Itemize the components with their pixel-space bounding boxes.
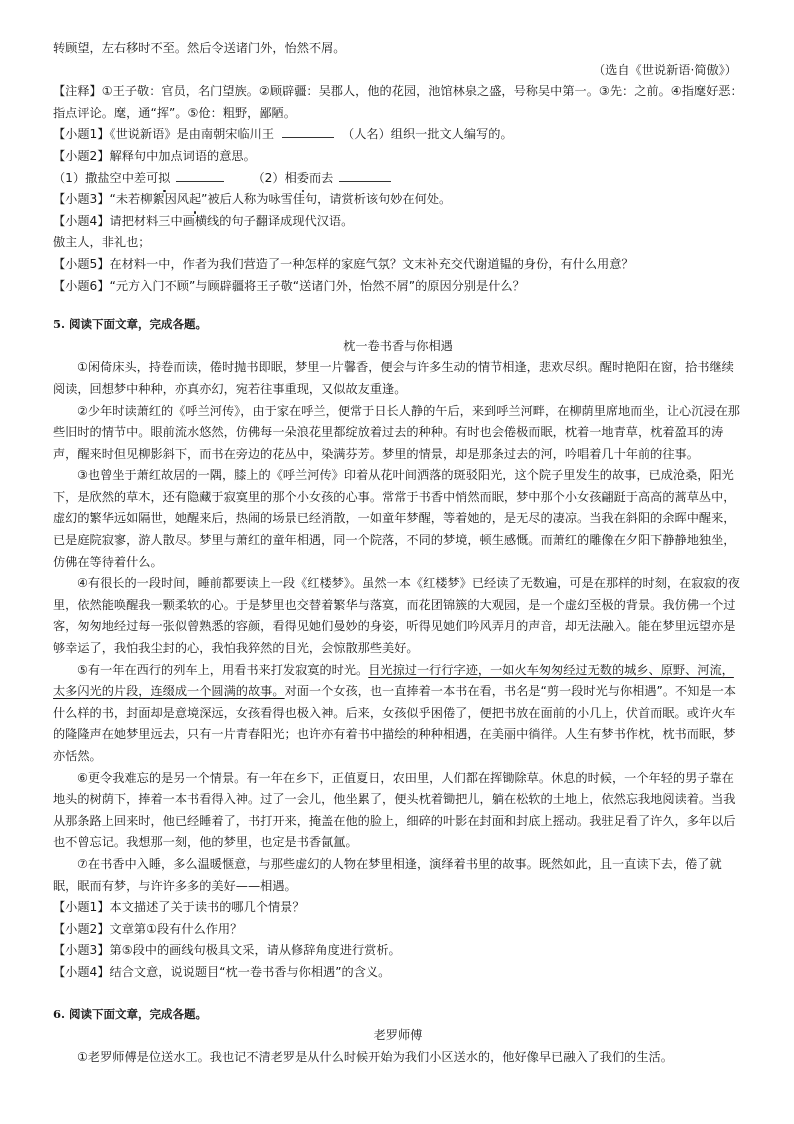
question-3 [53,189,743,211]
question-6: 【小题6】“元方入门不顾”与顾辟疆将王子敬“送诸门外，怡然不屑”的原因分别是什么？ [53,278,525,293]
underlined-sentence: 目光掠过一行行字迹，一如火车匆匆经过无数的城乡、原野、河流，太多闪光的片段，连缀成一个圆满的故事。 [53,662,734,699]
paragraph-5 [53,660,743,768]
section-heading: 5. 阅读下面文章，完成各题。 [53,317,208,332]
question-1 [53,124,743,146]
question-3-suffix: ”被后人称为咏雪佳句，请赏析该句妙在何处。 [201,192,452,207]
question-1-text: 【小题1】《世说新语》是由南朝宋临川王 [53,127,275,142]
article-title: 枕一卷书香与你相遇 [343,338,453,353]
dotted-word: 拟 [158,168,170,190]
question-5: 【小题5】在材料一中，作者为我们营造了一种怎样的家庭气氛？文末补充交代谢道韫的身份，有什么用意？ [53,256,634,271]
annotation-line-2: 指点评论。麾，通“挥”。⑤伧：粗野，鄙陋。 [53,105,296,120]
answer-blank[interactable] [282,124,334,138]
reading-section-5 [53,314,743,983]
question-1-suffix: （人名）组织一批文人编写的。 [342,127,513,142]
paragraph-1: ①老罗师傅是位送水工。我也记不清老罗是从什么时候开始为我们小区送水的，他好像早已融入了我们的生活。 [77,1049,673,1064]
reading-section-6 [53,1004,743,1069]
paragraph-5-rest: 对面一个女孩，也一直捧着一本书在看，书名是“剪一段时光与你相遇”。不知是一本什么样的书，封面却是意境深远，女孩看得也极入神。后来，女孩似乎困倦了，便把书放在面前的小几上，伏首而眠。或许火车的隆隆声在她梦里远去，只有一片青春阳光；也许亦有着书中描绘的种种相遇，在美丽中徜徉。人生有梦书作枕，枕书而眠，梦亦恬然。 [53,684,736,763]
question-4-sentence: 傲主人，非礼也； [53,235,151,250]
passage-line: 转顾望，左右移时不至。然后令送诸门外，怡然不屑。 [53,41,346,55]
section-heading: 6. 阅读下面文章，完成各题。 [53,1006,208,1021]
dotted-word: 起 [189,189,201,211]
source-citation: （选自《世说新语·简傲》） [592,62,737,77]
question-3-text: 【小题3】“未若柳絮因风 [53,192,189,207]
paragraph-5-start: ⑤有一年在西行的列车上，用看书来打发寂寞的时光。 [77,662,369,677]
item-2-suffix: 而去 [308,170,334,185]
paragraph-2: ②少年时读萧红的《呼兰河传》，由于家在呼兰，便常于日长人静的午后，来到呼兰河畔，在柳荫里席地而坐，让心沉浸在那些旧时的情节中。眼前流水悠然，仿佛每一朵浪花里都绽放着过去的种种。有时也会倦极而眠，枕着一地青草，枕着盈耳的涛声，醒来时但见柳影斜下，而书在旁边的花丛中，染满芬芳。梦里的情景，却是那条过去的河，吟唱着几十年前的往事。 [53,403,740,461]
answer-blank[interactable] [339,168,391,182]
answer-blank[interactable] [176,168,224,182]
item-2-text: （2）相 [252,170,297,185]
paragraph-1: ①闲倚床头，持卷而读，倦时抛书即眠，梦里一片馨香，便会与许多生动的情节相逢，悲欢尽织。醒时艳阳在窗，拾书继续阅读，回想梦中种种，亦真亦幻，宛若往事重现，又似故友重逢。 [53,360,734,396]
paragraph-6: ⑥更令我难忘的是另一个情景。有一年在乡下，正值夏日，农田里，人们都在挥锄除草。休息的时候，一个年轻的男子靠在地头的树荫下，捧着一本书看得入神。过了一会儿，他坐累了，便头枕着锄把儿，躺在松软的土地上，依然忘我地阅读着。当我从那条路上回来时，他已经睡着了，书打开来，掩盖在他的脸上，细碎的叶影在封面和封底上摇动。我驻足看了许久，多年以后也不曾忘记。我想那一刻，他的梦里，也定是书香氤氲。 [53,770,736,850]
dotted-word: 委 [297,168,309,190]
section5-question-1: 【小题1】本文描述了关于读书的哪几个情景？ [53,900,305,915]
item-1-text: （1）撒盐空中差可 [53,170,159,185]
question-2-items [53,168,743,190]
question-4: 【小题4】请把材料三中画横线的句子翻译成现代汉语。 [53,213,354,228]
section5-question-4: 【小题4】结合文意，说说题目“枕一卷书香与你相遇”的含义。 [53,964,391,979]
section5-question-2: 【小题2】文章第①段有什么作用？ [53,921,243,936]
section5-question-3: 【小题3】第⑤段中的画线句极具文采，请从修辞角度进行赏析。 [53,943,401,958]
classical-text-section [53,38,743,297]
question-2: 【小题2】解释句中加点词语的意思。 [53,148,256,163]
paragraph-4: ④有很长的一段时间，睡前都要读上一段《红楼梦》。虽然一本《红楼梦》已经读了无数遍，可是在那样的时刻，在寂寂的夜里，依然能唤醒我一颗柔软的心。于是梦里也交替着繁华与落寞，而花团锦簇的大观园，是一个虚幻至极的背景。我仿佛一个过客，匆匆地经过每一张似曾熟悉的容颜，看得见她们曼妙的身姿，听得见她们吟风弄月的声音，却无法融入。能在梦里远望亦是够幸运了，我怕我尘封的心，我怕我猝然的目光，会惊散那些美好。 [53,576,740,656]
article-title: 老罗师傅 [373,1028,423,1043]
paragraph-3: ③也曾坐于萧红故居的一隅，膝上的《呼兰河传》印着从花叶间洒落的斑驳阳光，这个院子里发生的故事，已成沧桑，阳光下，是欣然的草木，还有隐藏于寂寞里的那个小女孩的心事。常常于书香中悄然而眠，梦中那个小女孩翩跹于高高的蒿草丛中，虚幻的繁华远如隔世，她醒来后，热闹的场景已经消散，一如童年梦醒，等着她的，是无尽的凄凉。当我在斜阳的余晖中醒来，已是庭院寂寥，游人散尽。梦里与萧红的童年相遇，同一个院落，不同的梦境，顿生感慨。而萧红的雕像在夕阳下静静地独坐，仿佛在等待着什么。 [53,468,736,569]
page-content [53,38,743,1068]
paragraph-7: ⑦在书香中入睡，多么温暖惬意，与那些虚幻的人物在梦里相逢，演绎着书里的故事。既然如此，且一直读下去，倦了就眠，眠而有梦，与许许多多的美好——相遇。 [53,856,722,893]
annotation-line-1: 【注释】①王子敬：官员，名门望族。②顾辟疆：吴郡人，他的花园，池馆林泉之盛，号称吴中第一。③先：之前。④指麾好恶： [53,84,743,99]
